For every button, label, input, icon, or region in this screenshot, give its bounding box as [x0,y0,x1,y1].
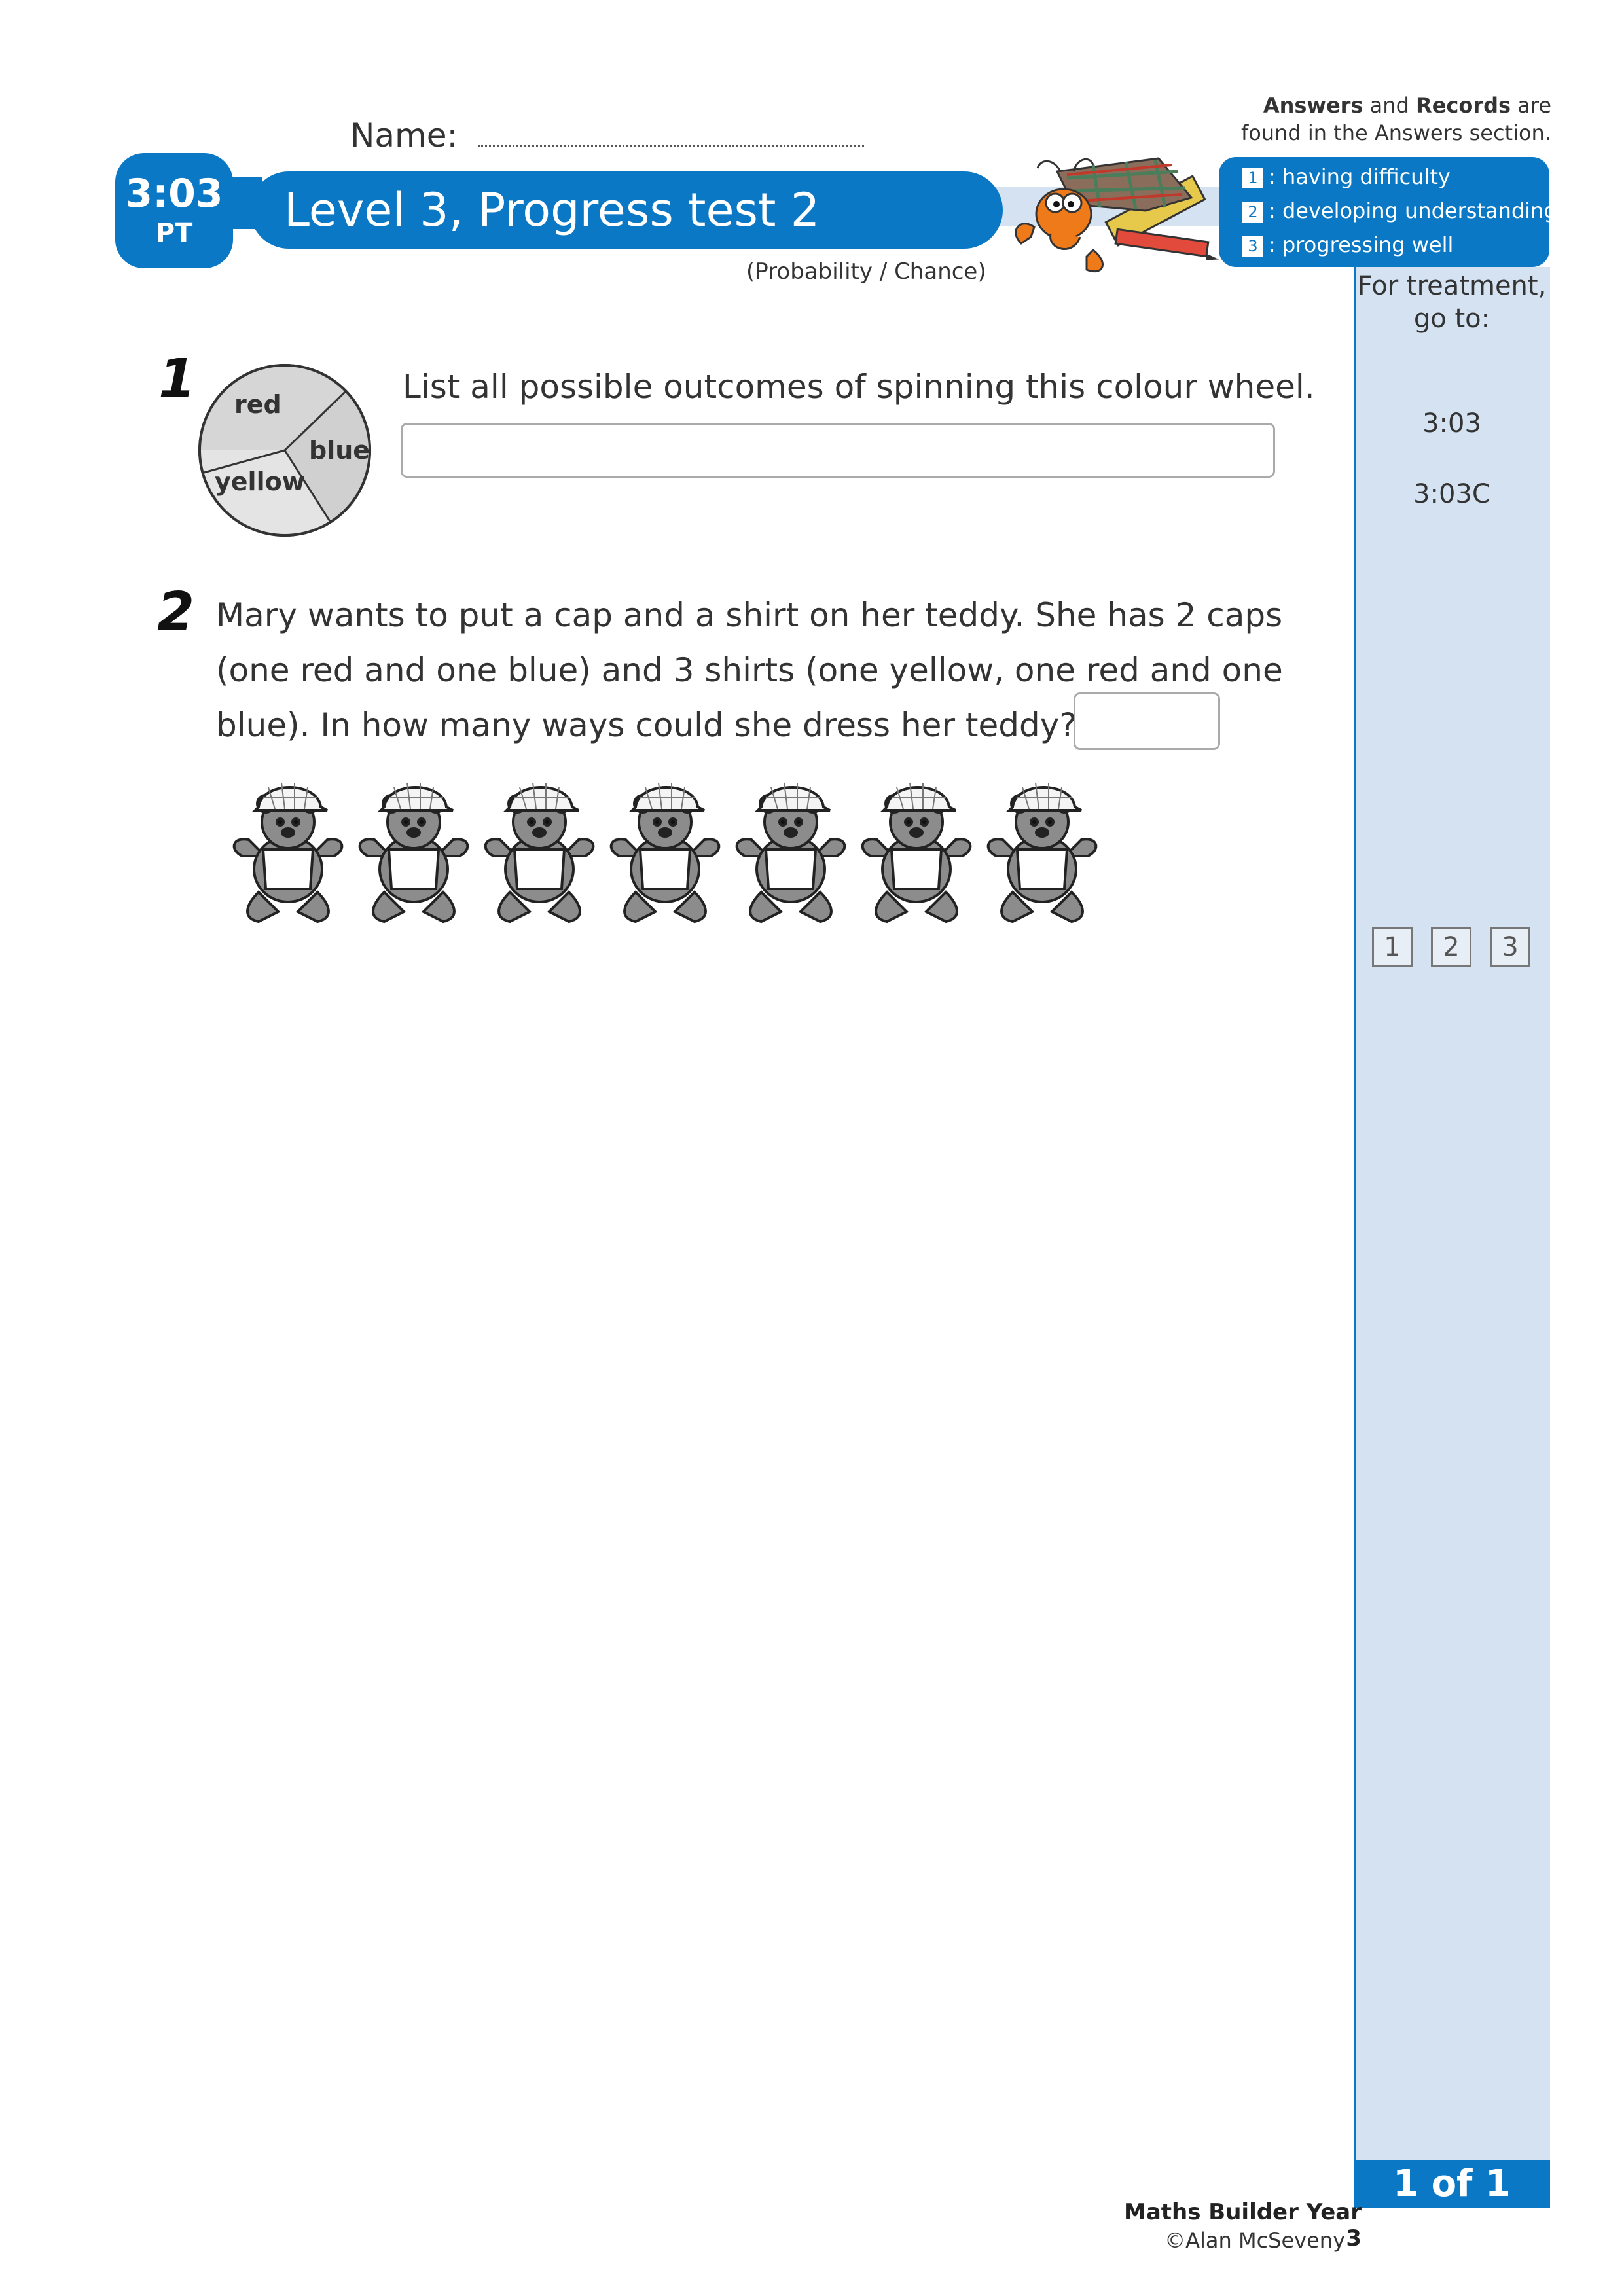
question-2-text: Mary wants to put a cap and a shirt on her teddy. She has 2 caps (one red and one blue) and 3 shirts (one yellow, one red and one blue). In how many ways could she dress her teddy? [216,596,1283,744]
teddy-bear-icon [737,783,845,922]
question-1-answer-box[interactable] [401,423,1275,478]
question-2-answer-box[interactable] [1074,692,1220,750]
answers-note: Answers and Records are found in the Answers section. [1240,93,1551,145]
teddy-bear-row [229,778,1119,935]
teddy-bear-icon [234,783,342,922]
question-1-number: 1 [158,348,196,410]
legend-row-1: 1 : having difficulty [1242,164,1451,190]
badge-sub: PT [155,218,193,248]
rating-box-1[interactable]: 1 [1372,927,1413,967]
teddy-bear-icon [486,783,594,922]
page-count: 1 of 1 [1354,2160,1550,2208]
teddy-bear-icon [611,783,719,922]
wheel-label-yellow: yellow [215,467,305,496]
teddy-bear-icon [988,783,1096,922]
self-rating [1372,927,1549,973]
lobster-mascot-icon [995,152,1231,283]
badge-number: 3:03 [125,171,223,217]
page-title: Level 3, Progress test 2 [250,171,1003,249]
page-subtitle: (Probability / Chance) [746,259,986,285]
treatment-ref-q2: 3:03C [1413,479,1490,509]
treatment-ref-q1: 3:03 [1422,408,1481,439]
name-label: Name: [350,117,458,154]
teddy-bear-icon [863,783,971,922]
footer-copyright: ©Alan McSeveny [1164,2228,1345,2253]
teddy-bear-icon [360,783,468,922]
footer-title: Maths Builder Year 3 [1123,2199,1362,2251]
rating-box-2[interactable]: 2 [1431,927,1471,967]
wheel-label-blue: blue [309,436,370,465]
question-1-text: List all possible outcomes of spinning this colour wheel. [403,368,1315,406]
colour-wheel [196,362,373,539]
legend-row-3: 3 : progressing well [1242,232,1453,258]
ability-legend [1219,157,1557,267]
legend-row-2: 2 : developing understanding [1242,198,1557,224]
wheel-label-red: red [234,390,281,419]
name-input-line[interactable] [478,145,864,147]
treatment-sidebar [1354,267,1550,2164]
section-badge [115,153,233,268]
treatment-heading: For treatment, go to: [1357,271,1547,334]
question-2-number: 2 [157,581,195,643]
rating-box-3[interactable]: 3 [1490,927,1530,967]
